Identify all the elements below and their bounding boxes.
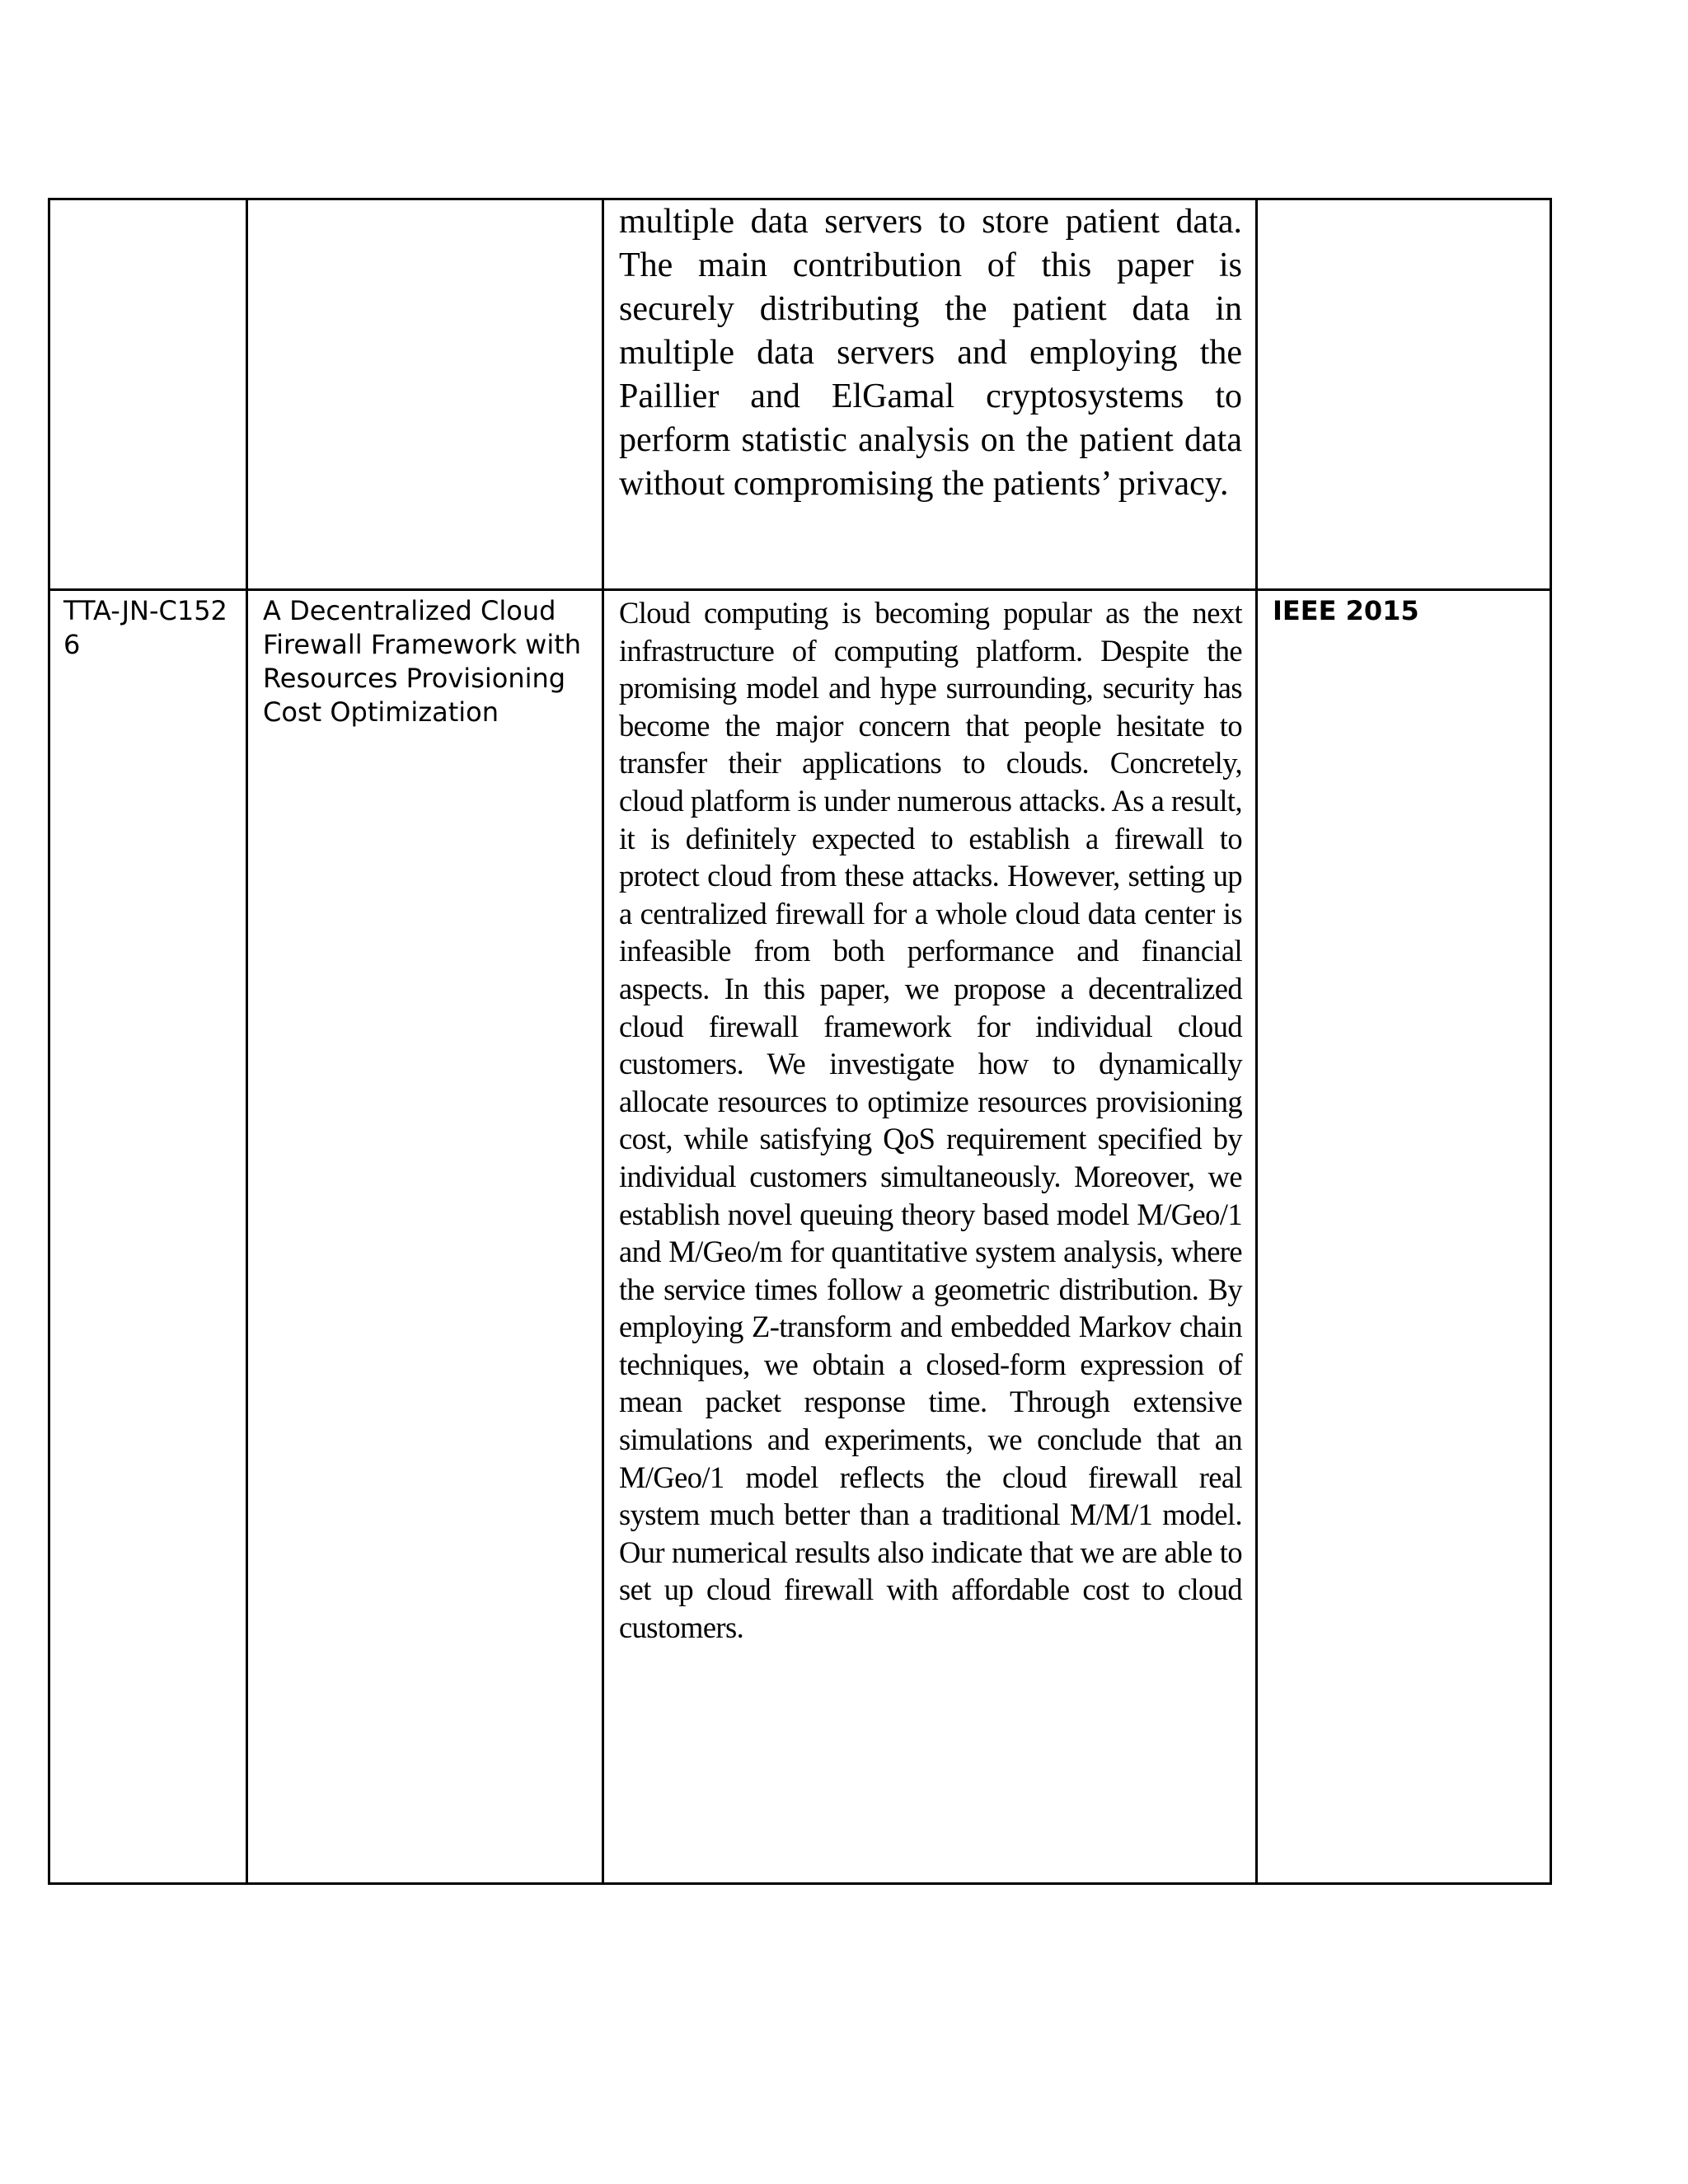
source-cell [1257, 590, 1551, 1884]
project-title: A Decentralized Cloud Firewall Framework with Resources Provisioning Cost Optimization [263, 595, 582, 728]
id-cell [49, 590, 247, 1884]
project-abstract: Cloud computing is becoming popular as the next infrastructure of computing platform. Despite the promising model and hype surrounding, security has become the major concern that people hesitate to transfer their applications to clouds. Concretely, cloud platform is under numerous attacks. As a result, it is definitely expected to establish a firewall to protect cloud from these attacks. However, setting up a centralized firewall for a whole cloud data center is infeasible from both performance and financial aspects. In this paper, we propose a decentralized cloud firewall framework for individual cloud customers. We investigate how to dynamically allocate resources to optimize resources provisioning cost, while satisfying QoS requirement specified by individual customers simultaneously. Moreover, we establish novel queuing theory based model M/Geo/1 and M/Geo/m for quantitative system analysis, where the service times follow a geometric distribution. By employing Z-transform and embedded Markov chain techniques, we obtain a closed-form expression of mean packet response time. Through extensive simulations and experiments, we conclude that an M/Geo/1 model reflects the cloud firewall real system much better than a traditional M/M/1 model. Our numerical results also indicate that we are able to set up cloud firewall with affordable cost to cloud customers. [619, 596, 1242, 1645]
id-cell [49, 199, 247, 590]
source-cell [1257, 199, 1551, 590]
project-source: IEEE 2015 [1273, 595, 1419, 626]
abstract-cell [603, 199, 1257, 590]
abstract-cell [603, 590, 1257, 1884]
table-row [49, 590, 1551, 1884]
title-cell [247, 199, 603, 590]
table-row [49, 199, 1551, 590]
project-abstract: multiple data servers to store patient data. The main contribution of this paper is securely distributing the patient data in multiple data servers and employing the Paillier and ElGamal cryptosystems to perform statistic analysis on the patient data without compromising the patients’ privacy. [619, 203, 1242, 503]
title-cell [247, 590, 603, 1884]
project-table [48, 198, 1552, 1885]
project-id: TTA-JN-C1526 [63, 595, 227, 660]
